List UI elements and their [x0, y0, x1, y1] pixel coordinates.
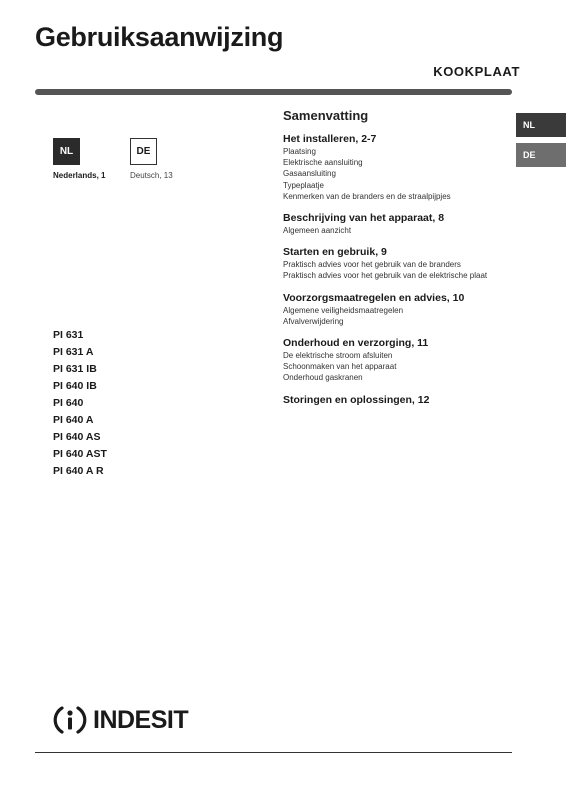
toc-section-title[interactable]: Storingen en oplossingen, 12: [283, 393, 430, 406]
toc-item[interactable]: Gasaansluiting: [283, 169, 336, 179]
model-item: PI 640 A: [53, 414, 94, 426]
brand-name: INDESIT: [93, 705, 189, 734]
side-tab-nl[interactable]: NL: [516, 113, 566, 137]
model-item: PI 640 A R: [53, 465, 104, 477]
language-box-de[interactable]: DE: [130, 138, 157, 165]
toc-section-title[interactable]: Voorzorgsmaatregelen en advies, 10: [283, 291, 465, 304]
language-box-nl[interactable]: NL: [53, 138, 80, 165]
toc-item[interactable]: Typeplaatje: [283, 180, 324, 190]
brand-logo: [53, 702, 188, 738]
toc-item[interactable]: Plaatsing: [283, 147, 316, 156]
model-item: PI 640: [53, 397, 84, 409]
toc-section: [283, 132, 508, 202]
toc-item[interactable]: De elektrische stroom afsluiten: [283, 351, 393, 361]
model-item: PI 640 AS: [53, 431, 101, 443]
model-item: PI 640 AST: [53, 448, 107, 460]
model-list: [53, 327, 107, 480]
toc-item[interactable]: Praktisch advies voor het gebruik van de elektrische plaat: [283, 271, 488, 281]
toc-item[interactable]: Schoonmaken van het apparaat: [283, 362, 397, 372]
product-type: KOOKPLAAT: [433, 64, 520, 79]
toc-heading: Samenvatting: [283, 108, 369, 123]
toc-section: [283, 393, 508, 407]
toc-sections: [283, 132, 508, 407]
model-item: PI 631 IB: [53, 363, 97, 375]
toc-section-title[interactable]: Het installeren, 2-7: [283, 133, 377, 145]
toc-item[interactable]: Elektrische aansluiting: [283, 158, 363, 168]
toc-item[interactable]: Praktisch advies voor het gebruik van de branders: [283, 260, 461, 270]
toc-item[interactable]: Kenmerken van de branders en de straalpijpjes: [283, 191, 451, 201]
page-title: Gebruiksaanwijzing: [35, 22, 284, 52]
toc-section: [283, 336, 508, 384]
toc-section-title[interactable]: Starten en gebruik, 9: [283, 246, 387, 259]
footer-divider: [35, 752, 512, 753]
toc-item[interactable]: Onderhoud gaskranen: [283, 373, 363, 383]
table-of-contents: [283, 108, 508, 416]
model-item: PI 640 IB: [53, 380, 97, 392]
header-divider: [35, 89, 512, 95]
toc-item[interactable]: Algemene veiligheidsmaatregelen: [283, 305, 404, 315]
side-tab-de[interactable]: DE: [516, 143, 566, 167]
toc-item[interactable]: Afvalverwijdering: [283, 316, 344, 326]
language-label-nl: Nederlands, 1: [53, 171, 106, 180]
toc-section: [283, 245, 508, 281]
toc-item[interactable]: Algemeen aanzicht: [283, 226, 352, 236]
toc-section: [283, 291, 508, 327]
toc-section-title[interactable]: Onderhoud en verzorging, 11: [283, 337, 429, 350]
toc-section-title[interactable]: Beschrijving van het apparaat, 8: [283, 212, 445, 225]
indesit-logo-icon: [53, 703, 87, 737]
language-label-de: Deutsch, 13: [130, 171, 173, 180]
model-item: PI 631: [53, 329, 84, 341]
toc-section: [283, 211, 508, 236]
model-item: PI 631 A: [53, 346, 94, 358]
